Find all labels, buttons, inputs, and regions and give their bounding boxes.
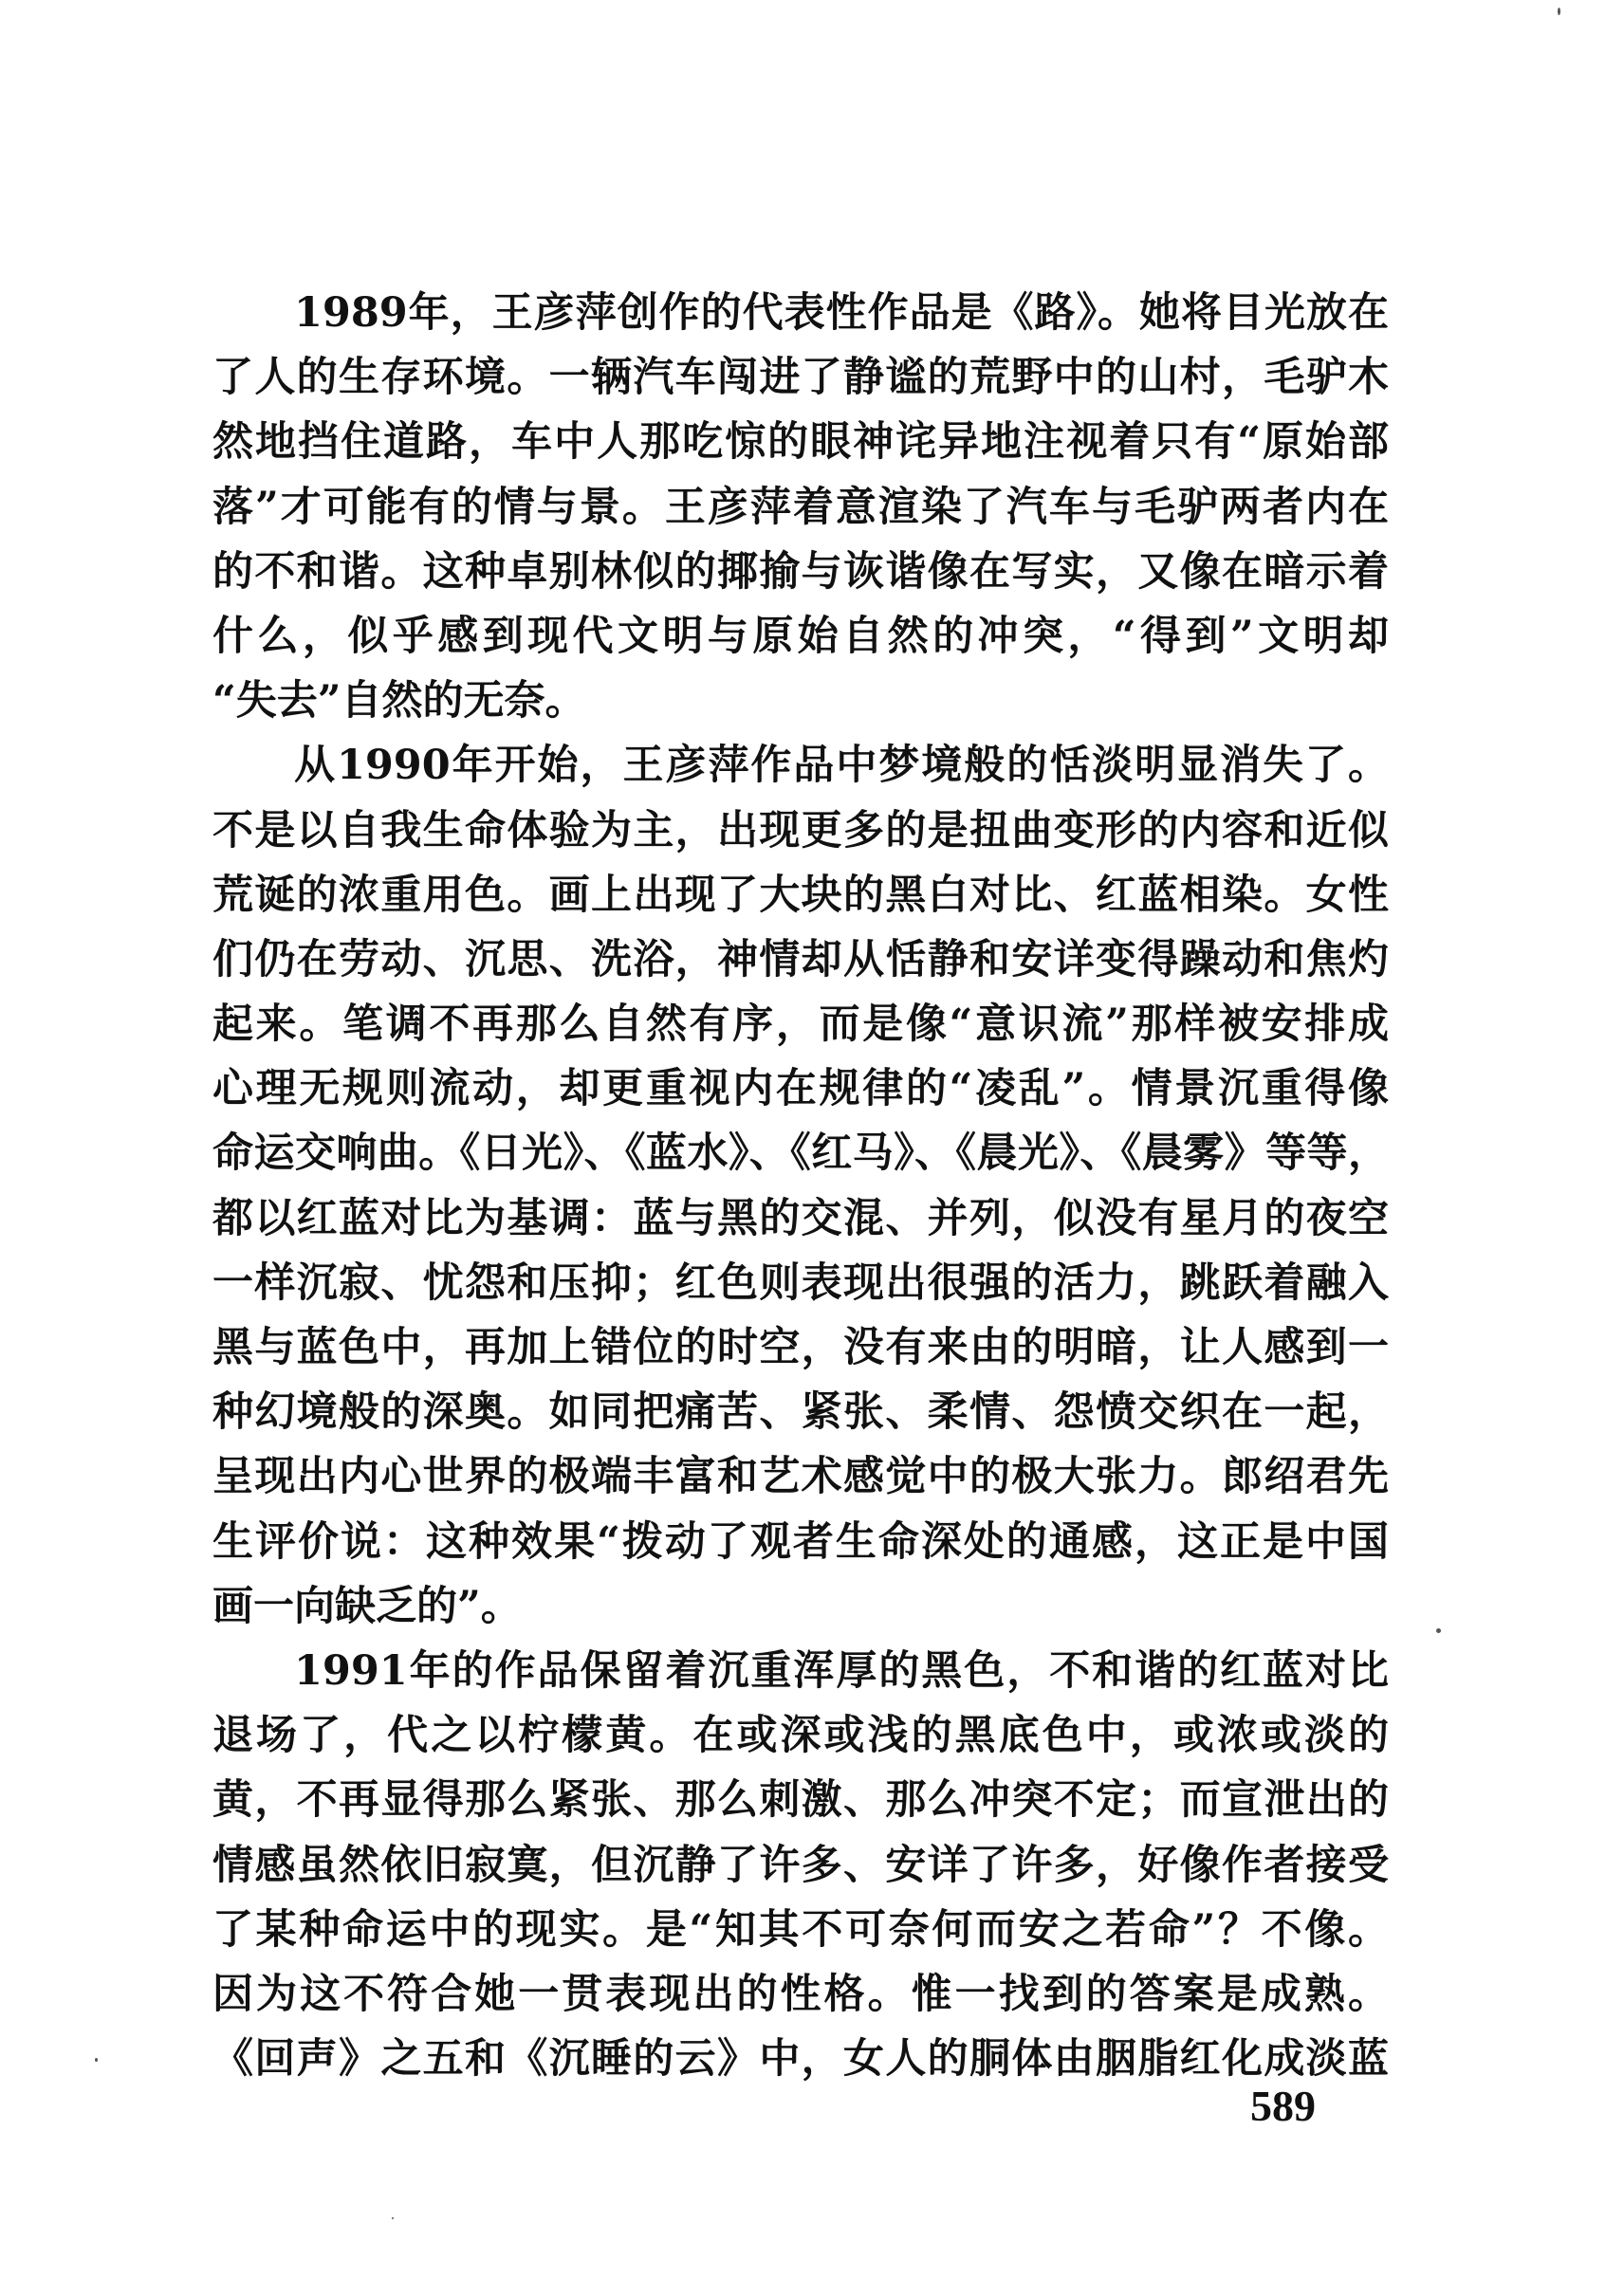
paragraph-2-line-3: 荒诞的浓重用色。画上出现了大块的黑白对比、红蓝相染。女性 (212, 871, 1389, 919)
paragraph-1-line-4: 落”才可能有的情与景。王彦萍着意渲染了汽车与毛驴两者内在 (212, 483, 1389, 531)
paragraph-3-line-2: 退场了，代之以柠檬黄。在或深或浅的黑底色中，或浓或淡的 (212, 1712, 1389, 1760)
paragraph-1-line-7: “失去”自然的无奈。 (212, 677, 586, 726)
paragraph-1-line-1: 1989年，王彦萍创作的代表性作品是《路》。她将目光放在 (294, 289, 1389, 337)
paragraph-2-line-14: 画一向缺乏的”。 (212, 1582, 522, 1630)
paragraph-2-line-12: 呈现出内心世界的极端丰富和艺术感觉中的极大张力。郎绍君先 (212, 1453, 1389, 1501)
page-number: 589 (1250, 2082, 1316, 2130)
paragraph-1-line-3: 然地挡住道路，车中人那吃惊的眼神诧异地注视着只有“原始部 (212, 418, 1389, 467)
paragraph-3-line-4: 情感虽然依旧寂寞，但沉静了许多、安详了许多，好像作者接受 (212, 1841, 1389, 1889)
body-text (212, 281, 1389, 2091)
paragraph-2-line-9: 一样沉寂、忧怨和压抑；红色则表现出很强的活力，跳跃着融入 (212, 1258, 1389, 1307)
scan-speck (392, 2217, 394, 2219)
scan-speck (95, 2058, 98, 2062)
paragraph-2-line-5: 起来。笔调不再那么自然有序，而是像“意识流”那样被安排成 (212, 1001, 1389, 1049)
paragraph-2-line-11: 种幻境般的深奥。如同把痛苦、紧张、柔情、怨愤交织在一起， (212, 1388, 1389, 1437)
paragraph-2-line-10: 黑与蓝色中，再加上错位的时空，没有来由的明暗，让人感到一 (212, 1324, 1389, 1371)
paragraph-3-line-6: 因为这不符合她一贯表现出的性格。惟一找到的答案是成熟。 (212, 1970, 1389, 2018)
scan-speck (1436, 1628, 1441, 1633)
paragraph-2-line-4: 们仍在劳动、沉思、洗浴，神情却从恬静和安详变得躁动和焦灼 (212, 935, 1389, 983)
paragraph-1-line-2: 了人的生存环境。一辆汽车闯进了静谧的荒野中的山村，毛驴木 (212, 354, 1389, 402)
paragraph-2-line-7: 命运交响曲。《日光》、《蓝水》、《红马》、《晨光》、《晨雾》等等， (212, 1130, 1389, 1178)
paragraph-2-line-13: 生评价说：这种效果“拨动了观者生命深处的通感，这正是中国 (212, 1517, 1389, 1566)
scan-speck (1558, 8, 1560, 15)
paragraph-3-line-5: 了某种命运中的现实。是“知其不可奈何而安之若命”？不像。 (212, 1905, 1389, 1954)
paragraph-1-line-5: 的不和谐。这种卓别林似的揶揄与诙谐像在写实，又像在暗示着 (212, 547, 1389, 596)
paragraph-3-line-7: 《回声》之五和《沉睡的云》中，女人的胴体由胭脂红化成淡蓝 (212, 2035, 1389, 2084)
paragraph-3-line-1: 1991年的作品保留着沉重浑厚的黑色，不和谐的红蓝对比 (294, 1646, 1389, 1695)
paragraph-2-line-8: 都以红蓝对比为基调：蓝与黑的交混、并列，似没有星月的夜空 (212, 1194, 1389, 1242)
paragraph-1-line-6: 什么，似乎感到现代文明与原始自然的冲突，“得到”文明却 (212, 612, 1389, 660)
paragraph-2-line-6: 心理无规则流动，却更重视内在规律的“凌乱”。情景沉重得像 (212, 1065, 1389, 1113)
paragraph-2-line-2: 不是以自我生命体验为主，出现更多的是扭曲变形的内容和近似 (212, 806, 1389, 854)
paragraph-3-line-3: 黄，不再显得那么紧张、那么刺激、那么冲突不定；而宣泄出的 (212, 1776, 1389, 1825)
paragraph-2-line-1: 从1990年开始，王彦萍作品中梦境般的恬淡明显消失了。 (294, 742, 1389, 790)
